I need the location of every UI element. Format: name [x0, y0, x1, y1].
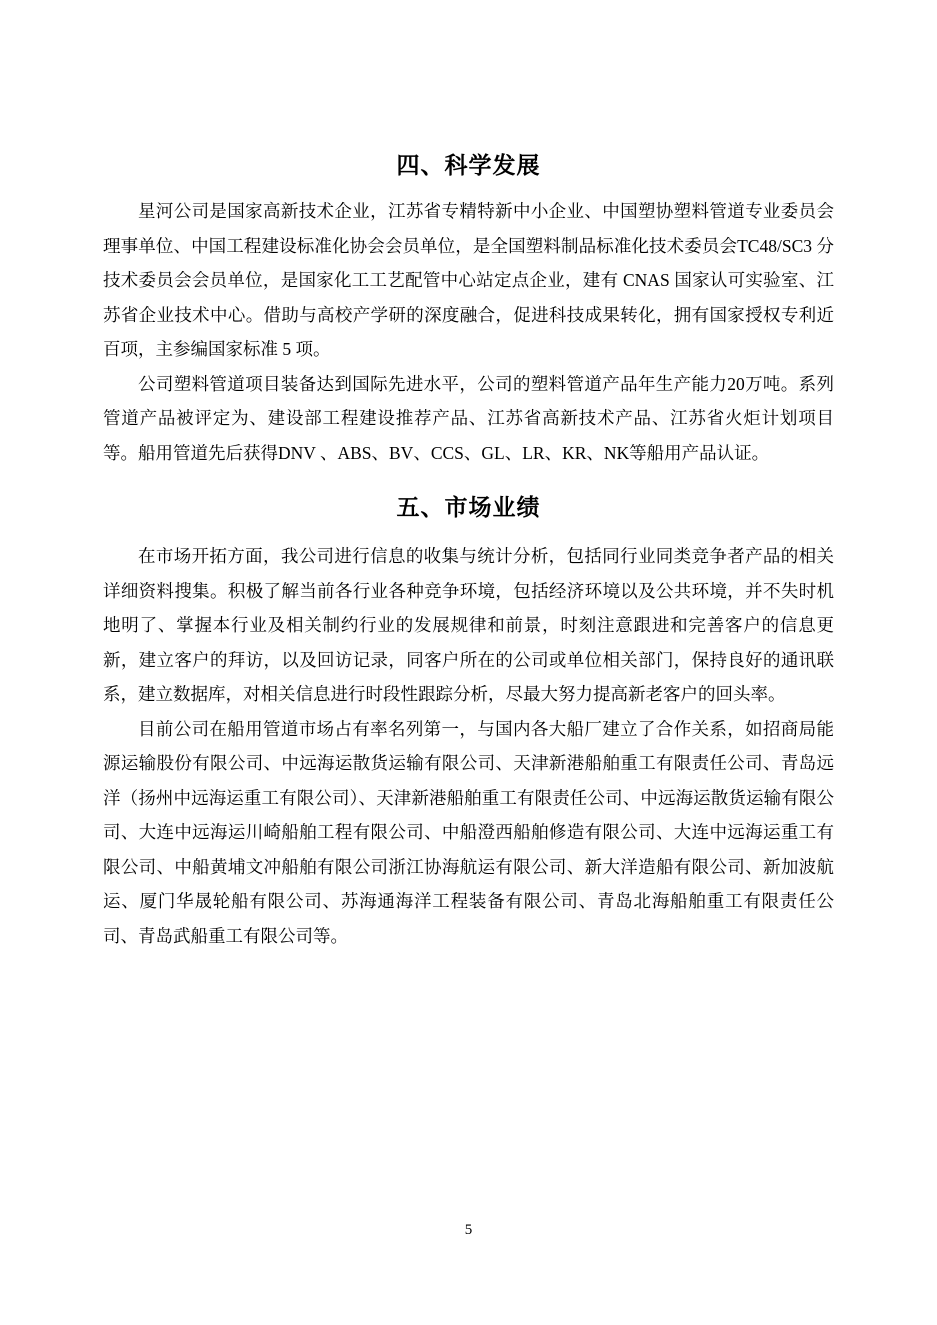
paragraph-market-performance-2: 目前公司在船用管道市场占有率名列第一，与国内各大船厂建立了合作关系，如招商局能源运输股份有限公司、中远海运散货运输有限公司、天津新港船舶重工有限责任公司、青岛远洋（扬州中远海运重工有限公司）、天津新港船舶重工有限责任公司、中远海运散货运输有限公司、大连中远海运川崎船舶工程有限公司、中船澄西船舶修造有限公司、大连中远海运重工有限公司、中船黄埔文冲船舶有限公司浙江协海航运有限公司、新大洋造船有限公司、新加波航运、厦门华晟轮船有限公司、苏海通海洋工程装备有限公司、青岛北海船舶重工有限责任公司、青岛武船重工有限公司等。: [103, 718, 834, 946]
section-title-science-development: 四、科学发展: [396, 152, 541, 178]
document-content: [103, 0, 834, 953]
paragraph-market-performance-1: 在市场开拓方面，我公司进行信息的收集与统计分析，包括同行业同类竞争者产品的相关详细资料搜集。积极了解当前各行业各种竞争环境，包括经济环境以及公共环境，并不失时机地明了、掌握本行业及相关制约行业的发展规律和前景，时刻注意跟进和完善客户的信息更新，建立客户的拜访，以及回访记录，同客户所在的公司或单位相关部门，保持良好的通讯联系，建立数据库，对相关信息进行时段性跟踪分析，尽最大努力提高新老客户的回头率。: [103, 546, 834, 704]
paragraph-science-development-2: 公司塑料管道项目装备达到国际先进水平，公司的塑料管道产品年生产能力20万吨。系列管道产品被评定为、建设部工程建设推荐产品、江苏省高新技术产品、江苏省火炬计划项目等。船用管道先后获得DNV 、ABS、BV、CCS、GL、LR、KR、NK等船用产品认证。: [103, 373, 834, 463]
paragraph-science-development-1: 星河公司是国家高新技术企业，江苏省专精特新中小企业、中国塑协塑料管道专业委员会理事单位、中国工程建设标准化协会会员单位，是全国塑料制品标准化技术委员会TC48/SC3 分技术委员会会员单位，是国家化工工艺配管中心站定点企业，建有 CNAS 国家认可实验室、江苏省企业技术中心。借助与高校产学研的深度融合，促进科技成果转化，拥有国家授权专利近百项，主参编国家标准 5 项。: [103, 201, 834, 359]
page-number: 5: [464, 1222, 473, 1238]
section-title-market-performance: 五、市场业绩: [396, 494, 541, 520]
